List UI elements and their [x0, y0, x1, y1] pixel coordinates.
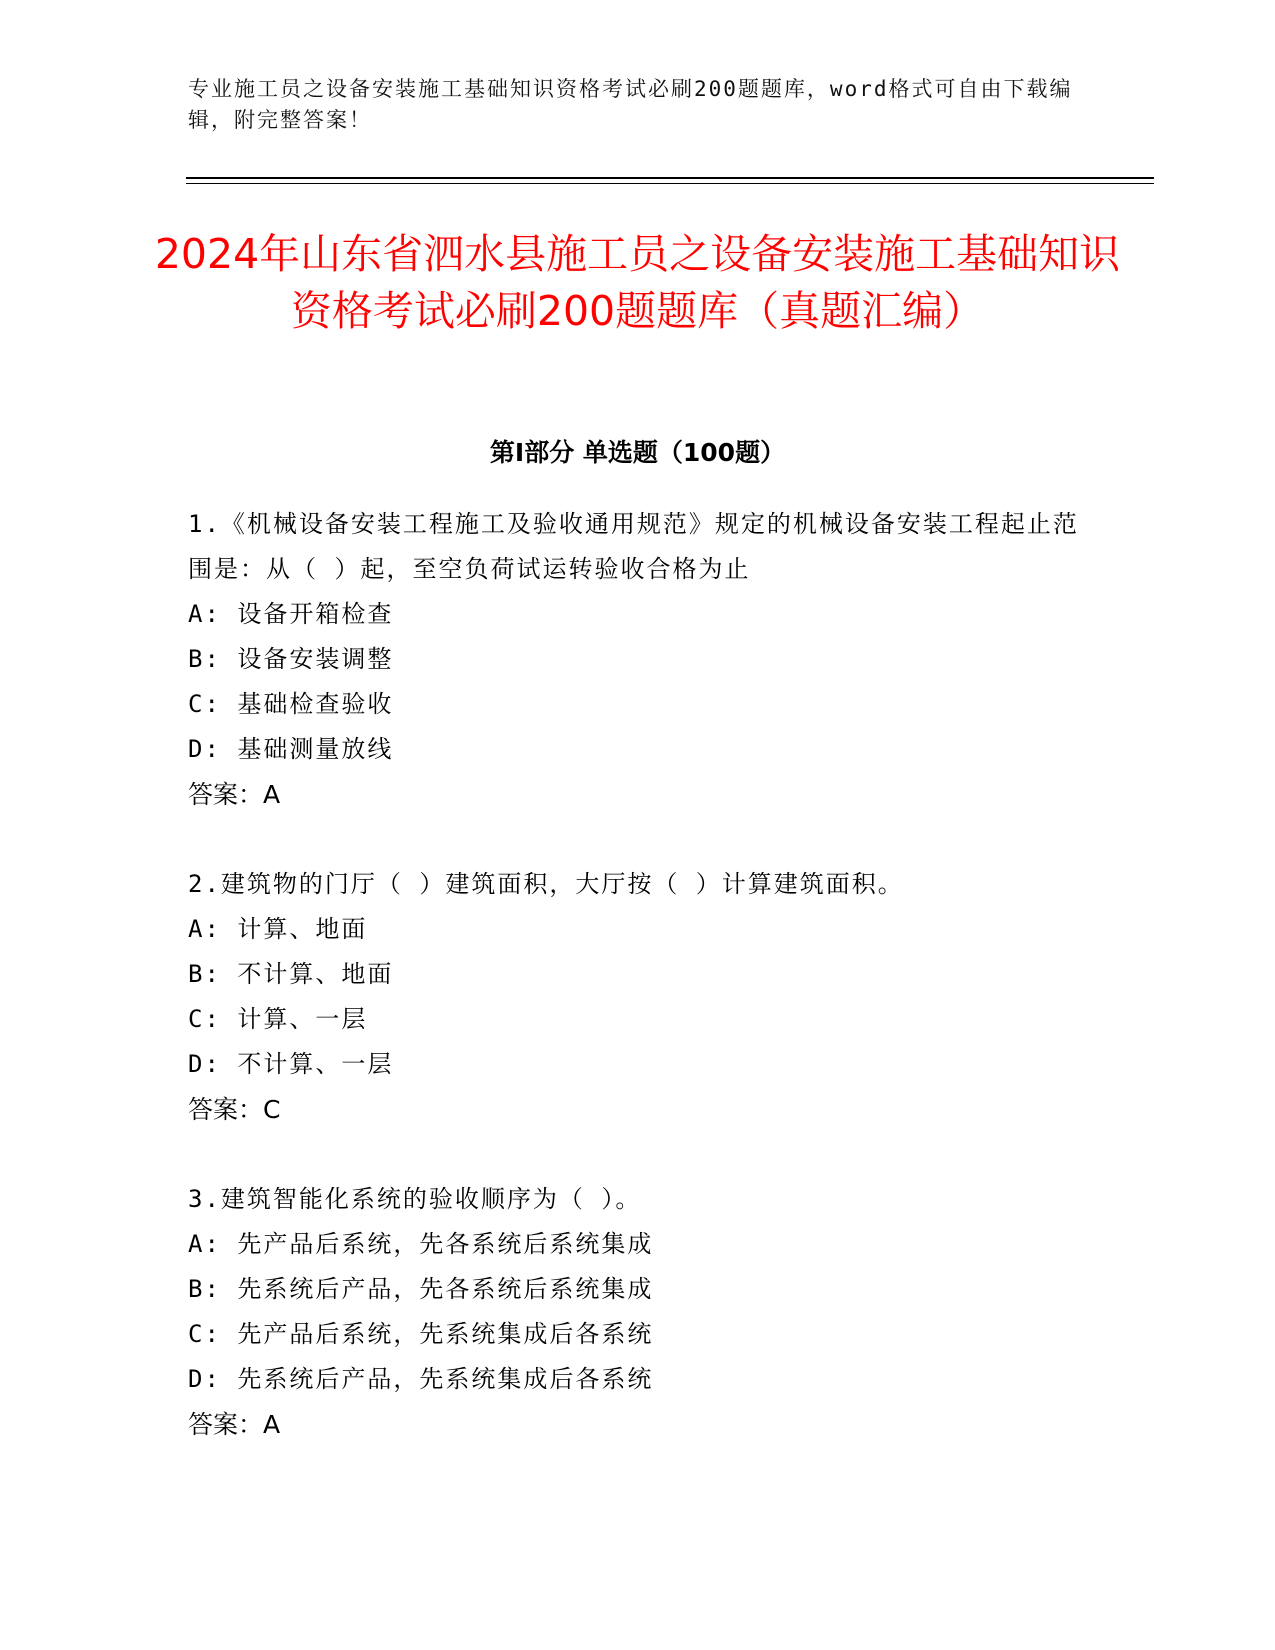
question-stem: 1.《机械设备安装工程施工及验收通用规范》规定的机械设备安装工程起止范围是：从（ ）起，至空负荷试运转验收合格为止: [188, 510, 1079, 583]
option-a: A: 设备开箱检查: [188, 600, 394, 628]
answer: 答案：A: [188, 780, 281, 809]
question-3: [188, 1177, 1088, 1447]
question-2: [188, 862, 1088, 1132]
option-b: B: 不计算、地面: [188, 960, 394, 988]
option-d: D: 基础测量放线: [188, 735, 394, 763]
header-note: 专业施工员之设备安装施工基础知识资格考试必刷200题题库，word格式可自由下载编辑，附完整答案！: [188, 77, 1073, 132]
section-title: 第Ⅰ部分 单选题（100题）: [489, 438, 786, 467]
option-a: A: 先产品后系统，先各系统后系统集成: [188, 1230, 654, 1258]
option-d: D: 先系统后产品，先系统集成后各系统: [188, 1365, 654, 1393]
option-d: D: 不计算、一层: [188, 1050, 394, 1078]
option-c: C: 计算、一层: [188, 1005, 368, 1033]
option-b: B: 先系统后产品，先各系统后系统集成: [188, 1275, 654, 1303]
question-stem: 3.建筑智能化系统的验收顺序为（ ）。: [188, 1185, 642, 1213]
option-c: C: 基础检查验收: [188, 690, 394, 718]
option-c: C: 先产品后系统，先系统集成后各系统: [188, 1320, 654, 1348]
option-b: B: 设备安装调整: [188, 645, 394, 673]
document-title: 2024年山东省泗水县施工员之设备安装施工基础知识资格考试必刷200题题库（真题汇编）: [154, 230, 1121, 335]
option-a: A: 计算、地面: [188, 915, 368, 943]
header-divider-thick: [186, 177, 1154, 179]
answer: 答案：C: [188, 1095, 281, 1124]
question-1: [188, 502, 1088, 817]
question-stem: 2.建筑物的门厅（ ）建筑面积，大厅按（ ）计算建筑面积。: [188, 870, 904, 898]
answer: 答案：A: [188, 1410, 281, 1439]
header-divider-thin: [186, 183, 1154, 184]
